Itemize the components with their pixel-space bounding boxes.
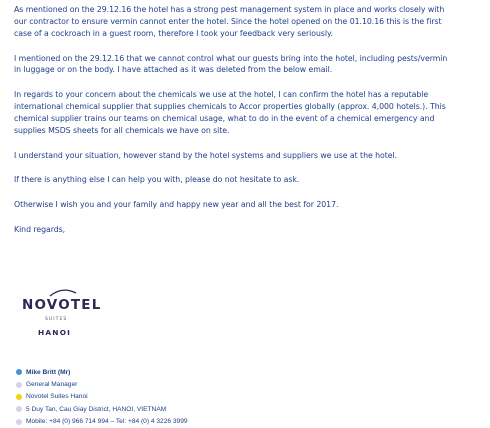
signature-address: 5 Duy Tan, Cau Giay District, HANOI, VIETNAM	[26, 405, 167, 413]
email-paragraph: I mentioned on the 29.12.16 that we cannot control what our guests bring into the hotel, including pests/vermin in luggage or on the body. I have attached as it was deleted from the below email.	[14, 53, 448, 75]
novotel-logo	[22, 287, 102, 347]
email-body	[14, 4, 480, 236]
signature-phone-row	[16, 416, 188, 428]
logo-swoosh-icon	[48, 287, 78, 297]
signature-block	[16, 366, 188, 428]
signature-hotel-row	[16, 391, 188, 403]
logo-brand: NOVOTEL	[22, 297, 102, 313]
email-paragraph: If there is anything else I can help you with, please do not hesitate to ask.	[14, 175, 300, 185]
email-paragraph: I understand your situation, however stand by the hotel systems and suppliers we use at the hotel.	[14, 150, 398, 160]
signature-address-row	[16, 403, 188, 415]
logo-sub: SUITES	[45, 317, 68, 322]
logo-city: HANOI	[38, 328, 72, 337]
signature-name-row	[16, 366, 188, 378]
bullet-icon	[16, 394, 22, 400]
email-paragraph: Otherwise I wish you and your family and happy new year and all the best for 2017.	[14, 199, 339, 209]
signature-title: General Manager	[26, 381, 78, 389]
bullet-icon	[16, 382, 22, 388]
email-paragraph: In regards to your concern about the chemicals we use at the hotel, I can confirm the hotel has a reputable international chemical supplier that supplies chemicals to Accor properties globally (approx. 4,000 hotels.). This chemical supplier trains our teams on chemical usage, what to do in the event of a chemical emergency and supplies MSDS sheets for all chemicals we have on site.	[14, 90, 446, 135]
signature-name: Mike Britt (Mr)	[26, 368, 71, 376]
bullet-icon	[16, 406, 22, 412]
signature-hotel: Novotel Suites Hanoi	[26, 393, 88, 401]
signature-title-row	[16, 378, 188, 390]
email-paragraph: As mentioned on the 29.12.16 the hotel has a strong pest management system in place and works closely with our contractor to ensure vermin cannot enter the hotel. Since the hotel opened on the 01.10.16 this is the first case of a cockroach in a guest room, therefore I took your feedback very seriously.	[14, 5, 445, 38]
bullet-icon	[16, 369, 22, 375]
closing-line: Kind regards,	[14, 224, 66, 234]
signature-phone: Mobile: +84 (0) 966 714 994 – Tel: +84 (0) 4 3226 3999	[26, 418, 188, 426]
